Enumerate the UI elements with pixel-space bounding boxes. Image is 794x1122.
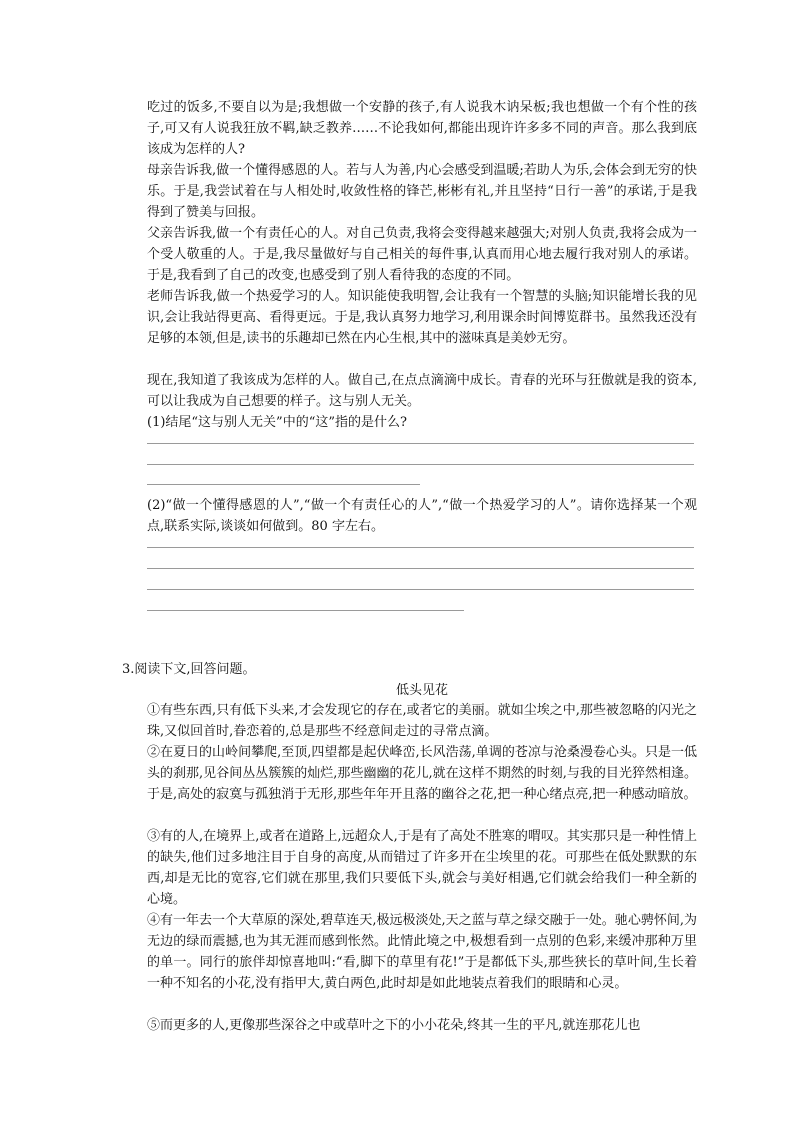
passage1-paragraph-3: 父亲告诉我,做一个有责任心的人。对自己负责,我将会变得越来越强大;对别人负责,我将会成为一个受人敬重的人。于是,我尽量做好与自己相关的每件事,认真而用心地去履行我对别人的承诺。于是,我看到了自己的改变,也感受到了别人看待我的态度的不同。 [147,226,697,283]
passage1-paragraph-5: 现在,我知道了我该成为怎样的人。做自己,在点点滴滴中成长。青春的光环与狂傲就是我的资本,可以让我成为自己想要的样子。这与别人无关。 [147,373,697,409]
article-paragraph-1: ①有些东西,只有低下头来,才会发现它的存在,或者它的美丽。就如尘埃之中,那些被忽略的闪光之珠,又似回首时,眷恋着的,总是那些不经意间走过的寻常点滴。 [147,703,697,739]
question-1: (1)结尾“这与别人无关”中的“这”指的是什么? [147,415,407,430]
answer-line-q2-4[interactable] [147,610,464,611]
article-paragraph-2: ②在夏日的山岭间攀爬,至顶,四望都是起伏峰峦,长风浩荡,单调的苍凉与沧桑漫卷心头。只是一低头的刹那,见谷间丛丛簇簇的灿烂,那些幽幽的花儿,就在这样不期然的时刻,与我的目光猝然相逢。于是,高处的寂寞与孤独消于无形,那些年年开且落的幽谷之花,把一种心绪点亮,把一种感动暗放。 [147,745,697,802]
answer-line-q1-2[interactable] [147,464,694,465]
answer-line-q2-2[interactable] [147,568,694,569]
answer-line-q1-1[interactable] [147,443,694,444]
answer-line-q2-1[interactable] [147,547,694,548]
answer-line-q2-3[interactable] [147,589,694,590]
article-paragraph-3: ③有的人,在境界上,或者在道路上,远超众人,于是有了高处不胜寒的喟叹。其实那只是一种性情上的缺失,他们过多地注目于自身的高度,从而错过了许多开在尘埃里的花。可那些在低处默默的东西,却是无比的宽容,它们就在那里,我们只要低下头,就会与美好相遇,它们就会给我们一种全新的心境。 [147,829,697,907]
article-paragraph-5: ⑤而更多的人,更像那些深谷之中或草叶之下的小小花朵,终其一生的平凡,就连那花儿也 [147,1018,641,1033]
article-title: 低头见花 [395,683,448,698]
question-2: (2)“做一个懂得感恩的人”,“做一个有责任心的人”,“做一个热爱学习的人”。请你选择某一个观点,联系实际,谈谈如何做到。80 字左右。 [147,498,697,534]
passage1-paragraph-1: 吃过的饭多,不要自以为是;我想做一个安静的孩子,有人说我木讷呆板;我也想做一个有个性的孩子,可又有人说我狂放不羁,缺乏教养……不论我如何,都能出现许许多多不同的声音。那么我到底该成为怎样的人? [147,100,697,157]
answer-line-q1-3[interactable] [147,484,420,485]
passage1-paragraph-2: 母亲告诉我,做一个懂得感恩的人。若与人为善,内心会感受到温暖;若助人为乐,会体会到无穷的快乐。于是,我尝试着在与人相处时,收敛性格的锋芒,彬彬有礼,并且坚持“日行一善”的承诺,于是我得到了赞美与回报。 [147,163,697,220]
article-paragraph-4: ④有一年去一个大草原的深处,碧草连天,极远极淡处,天之蓝与草之绿交融于一处。驰心骋怀间,为无边的绿而震撼,也为其无涯而感到怅然。此情此境之中,极想看到一点别的色彩,来缓冲那种万里的单一。同行的旅伴却惊喜地叫:“看,脚下的草里有花!”于是都低下头,那些狭长的草叶间,生长着一种不知名的小花,没有指甲大,黄白两色,此时却是如此地装点着我们的眼睛和心灵。 [147,913,697,991]
section-3-heading: 3.阅读下文,回答问题。 [122,662,256,677]
passage1-paragraph-4: 老师告诉我,做一个热爱学习的人。知识能使我明智,会让我有一个智慧的头脑;知识能增长我的见识,会让我站得更高、看得更远。于是,我认真努力地学习,利用课余时间博览群书。虽然我还没有足够的本领,但是,读书的乐趣却已然在内心生根,其中的滋味真是美妙无穷。 [147,289,697,346]
